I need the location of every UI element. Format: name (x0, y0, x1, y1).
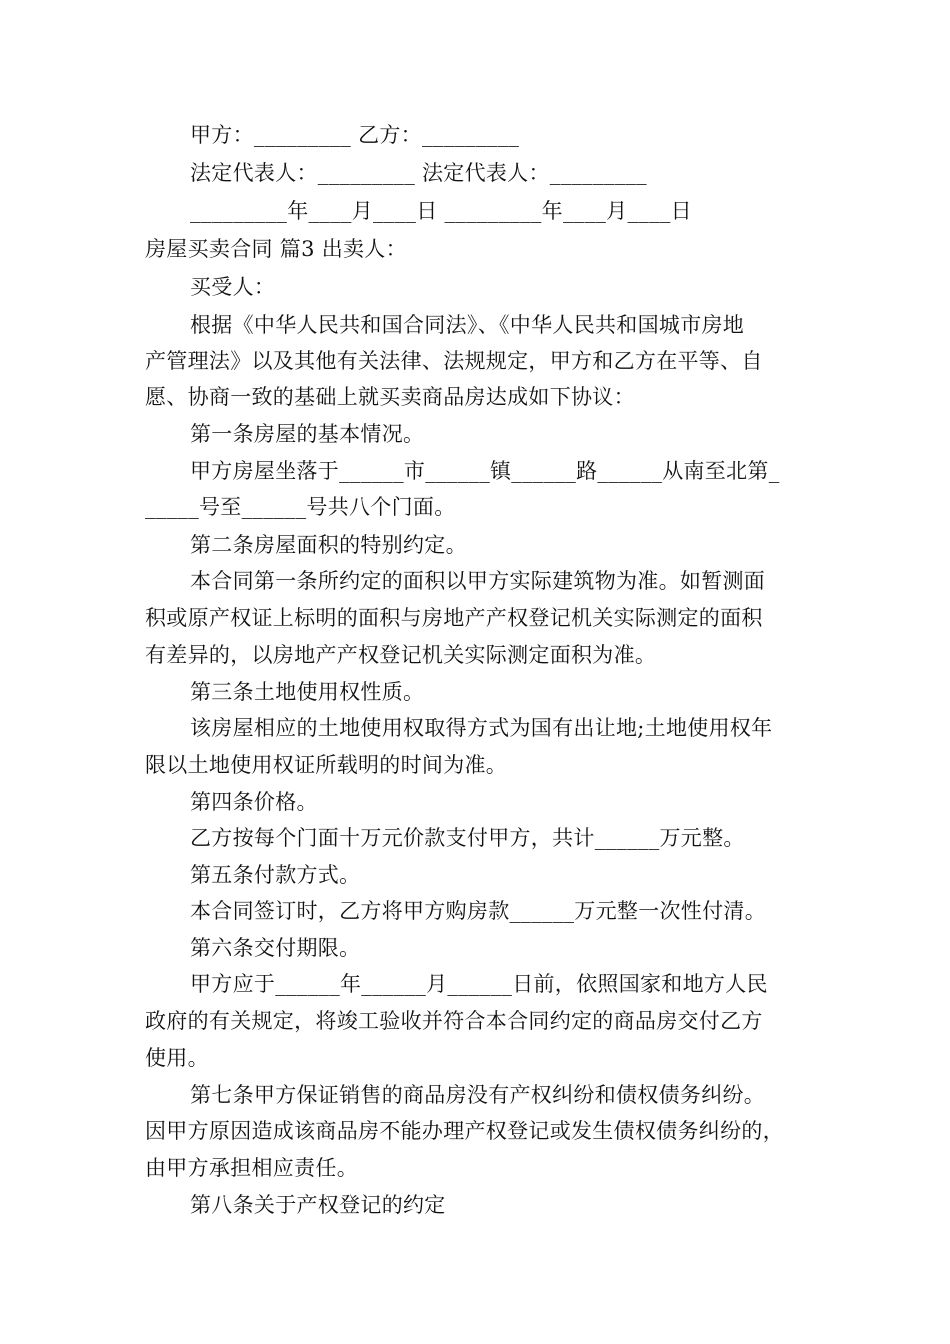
paragraph-line: 根据《中华人民共和国合同法》、《中华人民共和国城市房地 (190, 313, 745, 337)
paragraph-line: 愿、协商一致的基础上就买卖商品房达成如下协议： (145, 385, 635, 409)
paragraph-line: 因甲方原因造成该商品房不能办理产权登记或发生债权债务纠纷的， (145, 1119, 784, 1143)
buyer-line: 买受人： (190, 275, 276, 299)
section-title-line: 房屋买卖合同 篇3 出卖人： (145, 237, 407, 261)
paragraph-line: 本合同第一条所约定的面积以甲方实际建筑物为准。如暂测面 (190, 569, 766, 593)
paragraph-line: _____号至______号共八个门面。 (145, 495, 456, 519)
paragraph-line: 该房屋相应的土地使用权取得方式为国有出让地;土地使用权年 (190, 716, 773, 740)
clause-heading: 第二条房屋面积的特别约定。 (190, 533, 467, 557)
paragraph-line: 产管理法》以及其他有关法律、法规规定，甲方和乙方在平等、自 (145, 349, 763, 373)
paragraph-line: 乙方按每个门面十万元价款支付甲方，共计______万元整。 (190, 826, 745, 850)
date-line: _________年____月____日 _________年____月____日 (190, 199, 692, 223)
clause-heading: 第六条交付期限。 (190, 936, 361, 960)
clause-heading: 第三条土地使用权性质。 (190, 680, 425, 704)
paragraph-line: 政府的有关规定，将竣工验收并符合本合同约定的商品房交付乙方 (145, 1009, 763, 1033)
clause-heading: 第八条关于产权登记的约定 (190, 1193, 446, 1217)
clause-heading: 第四条价格。 (190, 790, 318, 814)
paragraph-line: 使用。 (145, 1046, 209, 1070)
representative-line: 法定代表人：_________ 法定代表人：_________ (190, 161, 647, 185)
paragraph-line: 有差异的，以房地产产权登记机关实际测定面积为准。 (145, 643, 657, 667)
paragraph-line: 甲方应于______年______月______日前，依照国家和地方人民 (190, 972, 768, 996)
paragraph-line: 由甲方承担相应责任。 (145, 1156, 358, 1180)
party-line: 甲方：_________ 乙方：_________ (190, 123, 520, 147)
clause-heading: 第一条房屋的基本情况。 (190, 422, 425, 446)
clause-heading: 第七条甲方保证销售的商品房没有产权纠纷和债权债务纠纷。 (190, 1083, 766, 1107)
paragraph-line: 限以土地使用权证所载明的时间为准。 (145, 753, 508, 777)
paragraph-line: 甲方房屋坐落于______市______镇______路______从南至北第_ (190, 459, 780, 483)
clause-heading: 第五条付款方式。 (190, 863, 361, 887)
paragraph-line: 本合同签订时，乙方将甲方购房款______万元整一次性付清。 (190, 899, 766, 923)
paragraph-line: 积或原产权证上标明的面积与房地产产权登记机关实际测定的面积 (145, 606, 763, 630)
